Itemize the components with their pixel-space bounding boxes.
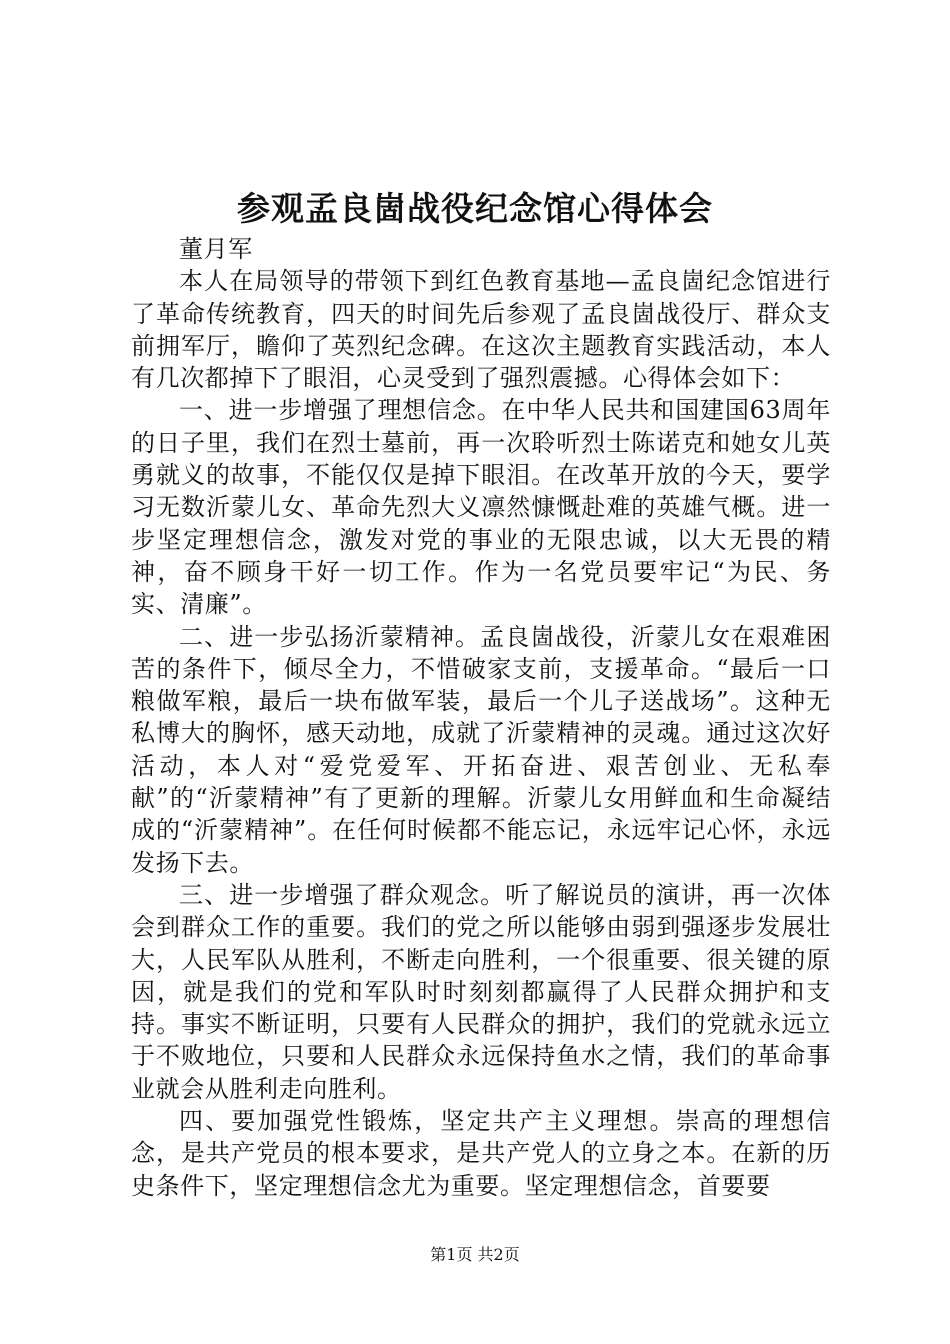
- paragraph-section-2: 二、进一步弘扬沂蒙精神。孟良崮战役，沂蒙儿女在艰难困苦的条件下，倾尽全力，不惜破家支前，支援革命。“最后一口粮做军粮，最后一块布做军装，最后一个儿子送战场”。这种无私博大的胸怀，感天动地，成就了沂蒙精神的灵魂。通过这次好活动，本人对“爱党爱军、开拓奋进、艰苦创业、无私奉献”的“沂蒙精神”有了更新的理解。沂蒙儿女用鲜血和生命凝结成的“沂蒙精神”。在任何时候都不能忘记，永远牢记心怀，永远发扬下去。: [131, 622, 831, 877]
- paragraph-section-4: 四、要加强党性锻炼，坚定共产主义理想。崇高的理想信念，是共产党员的根本要求，是共产党人的立身之本。在新的历史条件下，坚定理想信念尤为重要。坚定理想信念，首要要: [131, 1107, 831, 1200]
- document-body: [131, 233, 831, 1202]
- page-title: 参观孟良崮战役纪念馆心得体会: [237, 189, 713, 228]
- paragraph-section-3: 三、进一步增强了群众观念。听了解说员的演讲，再一次体会到群众工作的重要。我们的党之所以能够由弱到强逐步发展壮大，人民军队从胜利，不断走向胜利，一个很重要、很关键的原因，就是我们的党和军队时时刻刻都赢得了人民群众拥护和支持。事实不断证明，只要有人民群众的拥护，我们的党就永远立于不败地位，只要和人民群众永远保持鱼水之情，我们的革命事业就会从胜利走向胜利。: [131, 880, 831, 1103]
- paragraph-intro: 本人在局领导的带领下到红色教育基地—孟良崮纪念馆进行了革命传统教育，四天的时间先后参观了孟良崮战役厅、群众支前拥军厅，瞻仰了英烈纪念碑。在这次主题教育实践活动，本人有几次都掉下了眼泪，心灵受到了强烈震撼。心得体会如下：: [131, 267, 831, 393]
- paragraph-section-1: 一、进一步增强了理想信念。在中华人民共和国建国63周年的日子里，我们在烈士墓前，再一次聆听烈士陈诺克和她女儿英勇就义的故事，不能仅仅是掉下眼泪。在改革开放的今天，要学习无数沂蒙儿女、革命先烈大义凛然慷慨赴难的英雄气概。进一步坚定理想信念，激发对党的事业的无限忠诚，以大无畏的精神，奋不顾身干好一切工作。作为一名党员要牢记“为民、务实、清廉”。: [131, 396, 831, 619]
- author-line: 董月军: [179, 235, 253, 263]
- page-number: 第1页 共2页: [430, 1245, 520, 1264]
